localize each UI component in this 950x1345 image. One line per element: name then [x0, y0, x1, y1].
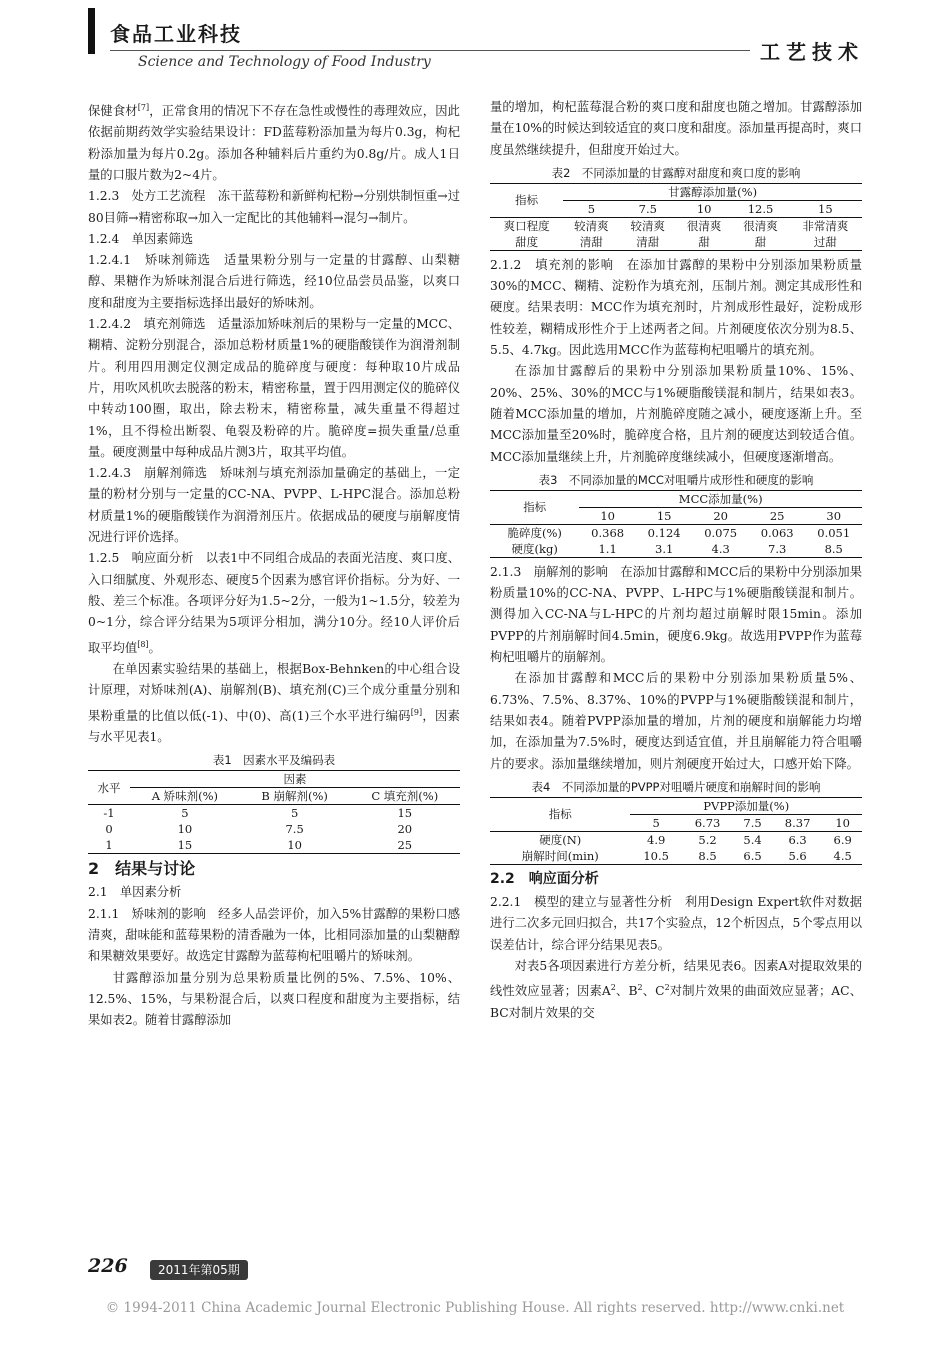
- copyright-line: © 1994-2011 China Academic Journal Electronic Publishing House. All rights reserved. http://www.cnki.net: [105, 1300, 845, 1316]
- right-column: [490, 97, 862, 1024]
- paragraph: 2.1.3 崩解剂的影响 在添加甘露醇和MCC后的果粉中分别添加果粉质量10%的CC-NA、PVPP、L-HPC与1%硬脂酸镁混和制片。测得加入CC-NA与L-HPC的片剂均超过崩解时限15min。添加PVPP的片剂崩解时间4.5min，硬度6.9kg。故选用PVPP作为蓝莓枸杞咀嚼片的崩解剂。: [490, 564, 862, 665]
- table4-caption: 表4 不同添加量的PVPP对咀嚼片硬度和崩解时间的影响: [531, 779, 821, 794]
- table-header: 因素: [130, 771, 460, 788]
- subsection-heading: 2.1 单因素分析: [88, 885, 182, 900]
- table-row: 爽口程度 较清爽 较清爽 很清爽 很清爽 非常清爽: [503, 218, 849, 233]
- table-header: A 矫味剂(%): [151, 789, 219, 804]
- section-label: 工艺技术: [760, 40, 864, 64]
- paragraph: 1.2.3 处方工艺流程 冻干蓝莓粉和新鲜枸杞粉→分别烘制恒重→过80目筛→精密称取→加入一定配比的其他辅料→混匀→制片。: [88, 189, 460, 225]
- subsection-heading: 2.2 响应面分析: [490, 870, 599, 887]
- journal-title-cn: 食品工业科技: [110, 22, 242, 46]
- table-header: 水平: [88, 771, 130, 805]
- paragraph: 在添加甘露醇后的果粉中分别添加果粉质量10%、15%、20%、25%、30%的MCC与1%硬脂酸镁混和制片，结果如表3。随着MCC添加量的增加，片剂脆碎度随之减小，硬度逐渐上升。至MCC添加量至20%时，脆碎度合格，且片剂的硬度达到较适合值。MCC添加量继续上升，片剂脆碎度继续减小，但硬度逐渐增高。: [490, 364, 862, 464]
- table2-caption: 表2 不同添加量的甘露醇对甜度和爽口度的影响: [551, 165, 801, 180]
- table-row: 硬度(N) 4.9 5.2 5.4 6.3 6.9: [539, 832, 852, 847]
- table-row: -1 5 5 15: [103, 806, 413, 821]
- paragraph: 1.2.5 响应面分析 以表1中不同组合成品的表面光洁度、爽口度、入口细腻度、外观形态、硬度5个因素为感官评价指标。分为好、一般、差三个标准。各项评分好为1.5~2分，一般为1~1.5分，较差为0~1分，综合评分结果为5项评分相加，满分10分。经10人评价后取平均值[8]。: [88, 551, 460, 655]
- paragraph: 在添加甘露醇和MCC后的果粉中分别添加果粉质量5%、6.73%、7.5%、8.37%、10%的PVPP与1%硬脂酸镁混和制片，结果如表4。随着PVPP添加量的增加，片剂的硬度和崩解能力均增加，在添加量为7.5%时，硬度达到适宜值，并且崩解能力符合咀嚼片的要求。添加量继续增加，则片剂硬度开始过大，口感开始下降。: [490, 671, 862, 771]
- table-header: MCC添加量(%): [579, 490, 862, 507]
- table-header: 指标: [490, 797, 630, 831]
- table-header: C 填充剂(%): [371, 789, 439, 804]
- header-bar: [88, 8, 95, 54]
- paragraph: 在单因素实验结果的基础上，根据Box-Behnken的中心组合设计原理，对矫味剂(A)、崩解剂(B)、填充剂(C)三个成分重量分别和果粉重量的比值以低(-1)、中(0)、高(1)三个水平进行编码[9]，因素与水平见表1。: [88, 661, 460, 744]
- table-row: 0 10 7.5 20: [105, 822, 413, 837]
- paragraph: 1.2.4.2 填充剂筛选 适量添加矫味剂后的果粉与一定量的MCC、糊精、淀粉分别混合，添加总粉材质量1%的硬脂酸镁作为润滑剂制片。利用四用测定仪测定成品的脆碎度与硬度：每种取10片成品片，用吹风机吹去脱落的粉末，精密称量，置于四用测定仪的脆碎仪中转动100圈，取出，除去粉末，精密称量，减失重量不得超过1%，且不得检出断裂、龟裂及粉碎的片。脆碎度=损失重量/总重量。硬度测量中每种成品片测3片，取其平均值。: [88, 317, 460, 459]
- table-row: 甜度 清甜 清甜 甜 甜 过甜: [490, 234, 862, 251]
- header-rule: [110, 50, 750, 51]
- paragraph: 甘露醇添加量分别为总果粉质量比例的5%、7.5%、10%、12.5%、15%，与果粉混合后，以爽口程度和甜度为主要指标，结果如表2。随着甘露醇添加: [88, 970, 460, 1028]
- paragraph: 2.1.2 填充剂的影响 在添加甘露醇的果粉中分别添加果粉质量30%的MCC、糊精、淀粉作为填充剂，压制片剂。测定其成形性和硬度。结果表明：MCC作为填充剂时，片剂成形性最好，淀粉成形性较差，糊精成形性介于上述两者之间。片剂硬度依次分别为8.5、5.5、4.7kg。因此选用MCC作为蓝莓枸杞咀嚼片的填充剂。: [490, 257, 862, 358]
- paragraph: 保健食材[7]，正常食用的情况下不存在急性或慢性的毒理效应，因此依据前期药效学实验结果设计：FD蓝莓粉添加量为每片0.3g，枸杞粉添加量为每片0.2g。添加各种辅料后片重约为0.8g/片。成人1日量的口服片数为2~4片。: [88, 103, 460, 182]
- page-number: 226: [88, 1255, 128, 1277]
- journal-title-en: Science and Technology of Food Industry: [138, 54, 431, 70]
- table3-caption: 表3 不同添加量的MCC对咀嚼片成形性和硬度的影响: [538, 472, 814, 487]
- paragraph: 对表5各项因素进行方差分析，结果见表6。因素A对提取效果的线性效应显著；因素$A^2$、$B^2$、$C^2$对制片效果的曲面效应显著；AC、BC对制片效果的交: [490, 959, 862, 1020]
- table-row: 崩解时间(min) 10.5 8.5 6.5 5.6 4.5: [490, 848, 862, 865]
- paragraph: 2.1.1 矫味剂的影响 经多人品尝评价，加入5%甘露醇的果粉口感清爽，甜味能和蓝莓果粉的清香融为一体，比相同添加量的山梨糖醇和果糖效果要好。故选定甘露醇为蓝莓枸杞咀嚼片的矫味剂。: [88, 906, 460, 964]
- issue-badge: 2011年第05期: [150, 1260, 248, 1280]
- table2: 指标 甘露醇添加量(%) 5 7.5 10 12.5 15 爽口程度 较清爽 较清爽 很清爽 很清爽 非常清爽 甜度 清甜 清甜 甜 甜 过甜: [490, 183, 862, 251]
- paragraph: 1.2.4.3 崩解剂筛选 矫味剂与填充剂添加量确定的基础上，一定量的粉材分别与一定量的CC-NA、PVPP、L-HPC混合。添加总粉材质量1%的硬脂酸镁作为润滑剂压片。依据成品的硬度与崩解度情况进行评价选择。: [88, 466, 460, 545]
- table3: 指标 MCC添加量(%) 10 15 20 25 30 脆碎度(%) 0.368 0.124 0.075 0.063 0.051 硬度(kg) 1.1 3.1 4.3 7.3 8.5: [490, 490, 862, 558]
- table4: 指标 PVPP添加量(%) 5 6.73 7.5 8.37 10 硬度(N) 4.9 5.2 5.4 6.3 6.9 崩解时间(min) 10.5 8.5 6.5 5.6 4.5: [490, 797, 862, 865]
- left-column: [88, 97, 460, 1032]
- table1: [88, 770, 460, 854]
- paragraph: 1.2.4.1 矫味剂筛选 适量果粉分别与一定量的甘露醇、山梨糖醇、果糖作为矫味剂混合后进行筛选，经10位品尝员品鉴，以爽口度和甜度为主要指标选择出最好的矫味剂。: [88, 253, 460, 310]
- paragraph: 2.2.1 模型的建立与显著性分析 利用Design Expert软件对数据进行二次多元回归拟合，共17个实验点，12个析因点，5个零点用以误差估计，综合评分结果见表5。: [490, 895, 862, 952]
- table-header: PVPP添加量(%): [630, 797, 862, 814]
- section-heading: 2 结果与讨论: [88, 859, 196, 879]
- table-row: 1 15 10 25: [88, 837, 460, 854]
- paragraph: 量的增加，枸杞蓝莓混合粉的爽口度和甜度也随之增加。甘露醇添加量在10%的时候达到较适宜的爽口度和甜度。添加量再提高时，爽口度虽然继续提升，但甜度开始过大。: [490, 100, 862, 157]
- table-header: 指标: [490, 183, 563, 217]
- table-row: 脆碎度(%) 0.368 0.124 0.075 0.063 0.051: [507, 525, 851, 540]
- table-row: 硬度(kg) 1.1 3.1 4.3 7.3 8.5: [490, 541, 862, 558]
- table-header: B 崩解剂(%): [261, 789, 328, 804]
- subsection-heading: 1.2.4 单因素筛选: [88, 231, 194, 246]
- table-header: 指标: [490, 490, 579, 524]
- table-header: 甘露醇添加量(%): [563, 183, 862, 200]
- table1-caption: 表1 因素水平及编码表: [212, 753, 336, 768]
